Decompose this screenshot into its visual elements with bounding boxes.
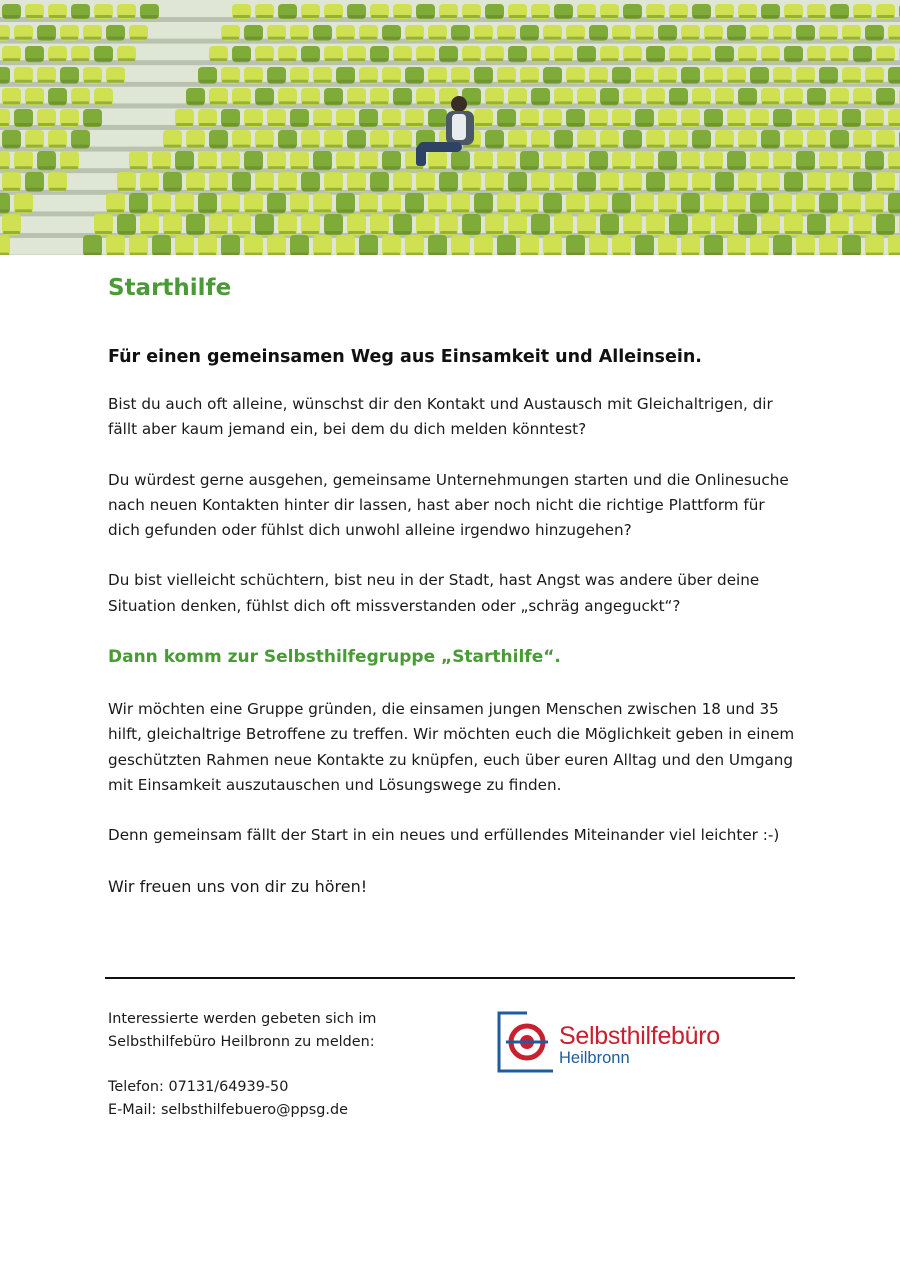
paragraph-2: Du würdest gerne ausgehen, gemeinsame Unternehmungen starten und die Onlinesuche nach neuen Kontakten hinter dir lassen, hast aber noch nicht die richtige Plattform für dich gefunden oder fühlst dich unwohl alleine irgendwo hinzugehen?	[108, 470, 789, 540]
callout-heading: Dann komm zur Selbsthilfegruppe „Starthilfe“.	[108, 647, 561, 668]
paragraph-1: Bist du auch oft alleine, wünschst dir den Kontakt und Austausch mit Gleichaltrigen, dir fällt aber kaum jemand ein, bei dem du dich melden könntest?	[108, 395, 773, 439]
page-title: Starthilfe	[108, 275, 232, 301]
contact-email[interactable]: E-Mail: selbsthilfebuero@ppsg.de	[108, 1102, 348, 1118]
contact-line-1: Interessierte werden gebeten sich im	[108, 1011, 377, 1027]
subtitle: Für einen gemeinsamen Weg aus Einsamkeit und Alleinsein.	[108, 347, 702, 367]
selbsthilfebuero-logo	[497, 1011, 737, 1073]
closing-line: Wir freuen uns von dir zu hören!	[108, 876, 368, 896]
divider	[105, 977, 795, 979]
stadium-seats-illustration	[0, 0, 900, 255]
target-ring-logo-icon	[497, 1011, 559, 1073]
logo-name: Selbsthilfebüro	[559, 1022, 720, 1050]
contact-line-2: Selbsthilfebüro Heilbronn zu melden:	[108, 1034, 375, 1050]
contact-phone[interactable]: Telefon: 07131/64939-50	[108, 1079, 289, 1095]
paragraph-3: Du bist vielleicht schüchtern, bist neu in der Stadt, hast Angst was andere über deine Situation denken, fühlst dich oft missverstanden oder „schräg angeguckt“?	[108, 571, 760, 615]
paragraph-5: Denn gemeinsam fällt der Start in ein neues und erfüllendes Miteinander viel leichter :-)	[108, 826, 780, 845]
contact-block	[108, 1008, 448, 1122]
flyer-content	[108, 272, 798, 900]
hero-image	[0, 0, 900, 255]
logo-city: Heilbronn	[559, 1049, 630, 1067]
paragraph-4: Wir möchten eine Gruppe gründen, die einsamen jungen Menschen zwischen 18 und 35 hilft, gleichaltrige Betroffene zu treffen. Wir möchten euch die Möglichkeit geben in einem geschützten Rahmen neue Kontakte zu knüpfen, euch über euren Alltag und den Umgang mit Einsamkeit auszutauschen und Lösungswege zu finden.	[108, 700, 795, 794]
